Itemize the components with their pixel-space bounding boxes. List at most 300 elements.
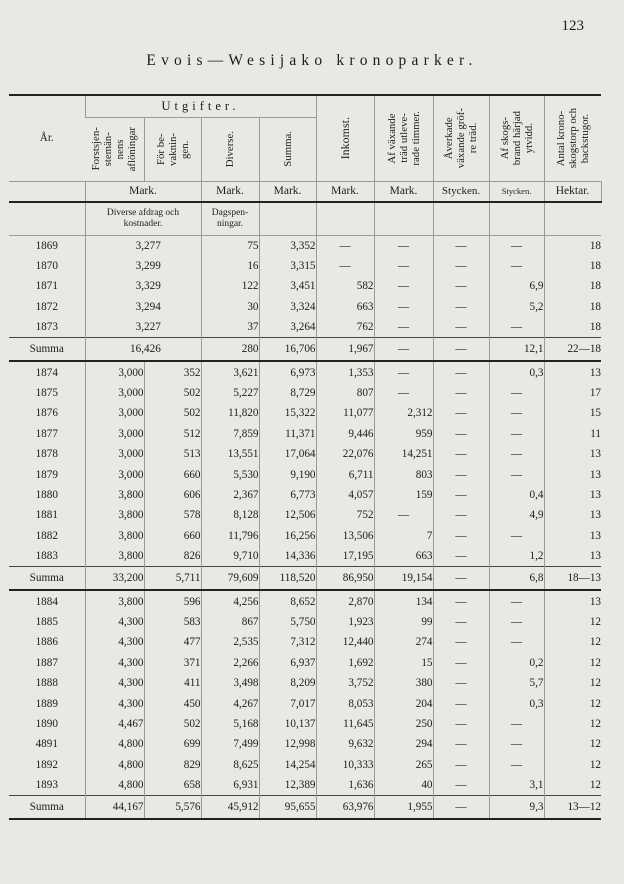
cell-a: 4,300 [85,693,144,713]
cell-vaxande: — [374,297,433,317]
cell-torp: 13 [544,590,601,611]
cell-b: 294 [144,300,161,313]
cell-inkomst: 762 [316,317,374,338]
cell-vaxande: 959 [374,424,433,444]
cell-averkade: — [433,256,489,276]
cell-a: 3,800 [85,590,144,611]
cell-a: 3,800 [85,485,144,505]
header-text: Diverse. [224,130,236,168]
units-row [9,181,601,202]
cell-vaxande: — [374,276,433,296]
cell-year: 1880 [35,488,58,501]
table-row [9,297,601,317]
cell-vaxande: 294 [374,734,433,754]
cell-averkade: — [433,276,489,296]
cell-year: 1885 [35,615,58,628]
cell-b: 371 [144,653,201,673]
fire-area-header [489,95,544,181]
cell-diverse: 9,710 [201,546,259,567]
cell-summa: 118,520 [259,567,316,591]
unit-cell: Mark. [259,181,316,202]
cell-diverse: 5,227 [201,383,259,403]
cell-brand: — [489,383,544,403]
cell-vaxande: — [374,338,433,362]
table-row [9,276,601,296]
cell-averkade: — [433,383,489,403]
summa-row [9,796,601,820]
cell-a: 3, [85,235,144,256]
cell-b: 502 [144,403,201,423]
table-row [9,383,601,403]
cell-year: 1878 [35,448,58,461]
cell-diverse: 11,820 [201,403,259,423]
cell-torp: 13 [544,505,601,525]
cell-b: 411 [144,673,201,693]
sublabel-row [9,202,601,236]
cell-inkomst: 582 [316,276,374,296]
cell-b: 450 [144,693,201,713]
cell-diverse: 30 [201,297,259,317]
cell-inkomst: 11,077 [316,403,374,423]
cell-torp: 13—12 [544,796,601,820]
cell-brand: 0,3 [489,693,544,713]
cell-summa: 95,655 [259,796,316,820]
cell-year: 4891 [35,738,58,751]
cell-inkomst: 11,645 [316,714,374,734]
cell-year: 1876 [35,407,58,420]
cell-summa: 8,729 [259,383,316,403]
cell-a: 4,800 [85,775,144,796]
cell-year: 1883 [35,550,58,563]
cell-year: 1882 [35,529,58,542]
cell-year: 1890 [35,717,58,730]
cell-diverse: 13,551 [201,444,259,464]
cell-brand: 5,7 [489,673,544,693]
cell-torp: 11 [544,424,601,444]
cell-inkomst: 1,353 [316,361,374,382]
cell-vaxande: 380 [374,673,433,693]
cell-summa: 8,652 [259,590,316,611]
cell-averkade: — [433,444,489,464]
cell-torp: 18 [544,297,601,317]
timber-header [374,95,433,181]
cell-inkomst: 752 [316,505,374,525]
cell-vaxande: 7 [374,526,433,546]
cell-inkomst: 1,636 [316,775,374,796]
cell-torp: 12 [544,775,601,796]
page-title: Evois—Wesijako kronoparker. [146,52,478,69]
header-text: Antal krono- skogstorp och backstugor. [554,108,591,169]
cell-b: 699 [144,734,201,754]
cell-diverse: 7,859 [201,424,259,444]
felled-trees-header [433,95,489,181]
cell-diverse: 6,931 [201,775,259,796]
cell-b: 329 [144,280,161,293]
cell-torp: 12 [544,673,601,693]
cell-b: 502 [144,714,201,734]
cell-diverse: 3,498 [201,673,259,693]
cell-summa: 8,209 [259,673,316,693]
cell-brand: — [489,444,544,464]
cell-vaxande: 134 [374,590,433,611]
cell-b: 660 [144,464,201,484]
cell-averkade: — [433,485,489,505]
cell-diverse: 79,609 [201,567,259,591]
cell-a: 4,800 [85,734,144,754]
cell-summa: 9,190 [259,464,316,484]
summa-row [9,567,601,591]
cell-inkomst: 2,870 [316,590,374,611]
cell-averkade: — [433,590,489,611]
cell-a: 3,000 [85,444,144,464]
cell-diverse: 45,912 [201,796,259,820]
cell-averkade: — [433,424,489,444]
cell-averkade: — [433,775,489,796]
table-row [9,714,601,734]
cell-b: 426 [144,338,201,362]
cell-vaxande: 204 [374,693,433,713]
expenses-group-header: Utgifter. [85,95,316,117]
cell-torp: 12 [544,693,601,713]
cell-brand: — [489,256,544,276]
cell-summa: 15,322 [259,403,316,423]
cell-brand: — [489,235,544,256]
cell-brand: — [489,632,544,652]
cell-torp: 22—18 [544,338,601,362]
table-row [9,317,601,338]
cell-diverse: 5,168 [201,714,259,734]
header-text: Summa. [281,131,294,167]
cell-inkomst: 12,440 [316,632,374,652]
cell-inkomst: 22,076 [316,444,374,464]
cell-a: 3, [85,297,144,317]
cell-a: 4,300 [85,612,144,632]
unit-cell: Mark. [316,181,374,202]
table-row [9,590,601,611]
cell-inkomst: 10,333 [316,754,374,774]
cell-brand: 0,4 [489,485,544,505]
cell-diverse: 37 [201,317,259,338]
cell-year: 1892 [35,758,58,771]
header-text: Inkomst. [338,117,353,160]
table-row [9,653,601,673]
cell-b: 826 [144,546,201,567]
header-text: Af växande träd utleve- rade timmer. [385,110,422,166]
table-row [9,693,601,713]
cell-brand: 3,1 [489,775,544,796]
cell-brand: — [489,424,544,444]
sum-header [259,117,316,181]
cell-vaxande: 159 [374,485,433,505]
cell-torp: 12 [544,754,601,774]
table-row [9,361,601,382]
cell-year: 1881 [35,509,58,522]
cell-inkomst: 807 [316,383,374,403]
cell-torp: 13 [544,526,601,546]
cell-year: 1887 [35,656,58,669]
cell-brand: 4,9 [489,505,544,525]
cell-averkade: — [433,505,489,525]
cell-brand: — [489,714,544,734]
year-header: År. [9,95,85,181]
cell-brand: 6,9 [489,276,544,296]
cell-inkomst: 17,195 [316,546,374,567]
cell-b: 829 [144,754,201,774]
cell-vaxande: 2,312 [374,403,433,423]
cell-b: 277 [144,239,161,252]
table-row [9,403,601,423]
cell-b: 352 [144,361,201,382]
cell-averkade: — [433,632,489,652]
table-row [9,526,601,546]
cell-a: 3,000 [85,403,144,423]
cell-inkomst: 1,923 [316,612,374,632]
cell-torp: 17 [544,383,601,403]
cell-inkomst: 6,711 [316,464,374,484]
cell-vaxande: — [374,235,433,256]
cell-inkomst: 8,053 [316,693,374,713]
cell-b: 583 [144,612,201,632]
cell-vaxande: 19,154 [374,567,433,591]
cell-a: 4,800 [85,754,144,774]
cell-torp: 18 [544,256,601,276]
cell-year: 1875 [35,387,58,400]
cell-vaxande: 15 [374,653,433,673]
cell-averkade: — [433,403,489,423]
cell-averkade: — [433,796,489,820]
cell-brand: — [489,317,544,338]
summa-row [9,338,601,362]
cell-diverse: 867 [201,612,259,632]
cell-diverse: 4,267 [201,693,259,713]
cell-torp: 13 [544,546,601,567]
cell-diverse: 7,499 [201,734,259,754]
cell-a: 3,000 [85,361,144,382]
cell-year: Summa [9,796,85,820]
cell-diverse: 5,530 [201,464,259,484]
cell-inkomst: — [316,235,374,256]
cell-brand: 6,8 [489,567,544,591]
cell-year: Summa [9,338,85,362]
cell-torp: 15 [544,403,601,423]
table-row [9,775,601,796]
cell-a: 3, [85,276,144,296]
cell-year: 1874 [35,366,58,379]
cell-diverse: 16 [201,256,259,276]
table-row [9,424,601,444]
cell-year: 1872 [35,300,58,313]
cell-averkade: — [433,361,489,382]
cell-diverse: 11,796 [201,526,259,546]
cell-summa: 3,315 [259,256,316,276]
cell-vaxande: 99 [374,612,433,632]
cell-summa: 3,264 [259,317,316,338]
cell-b: 596 [144,590,201,611]
cell-torp: 12 [544,612,601,632]
cell-b: 477 [144,632,201,652]
cell-summa: 3,352 [259,235,316,256]
cell-year: 1869 [35,239,58,252]
table-row [9,734,601,754]
cell-vaxande: — [374,505,433,525]
cell-averkade: — [433,734,489,754]
dagspenningar-sublabel: Dagspen-ningar. [211,207,249,229]
unit-cell: Mark. [201,181,259,202]
cell-inkomst: 86,950 [316,567,374,591]
cell-averkade: — [433,526,489,546]
cell-summa: 16,706 [259,338,316,362]
table-row [9,546,601,567]
forest-accounts-table [9,94,601,820]
cell-diverse: 8,128 [201,505,259,525]
cell-b: 660 [144,526,201,546]
cell-averkade: — [433,673,489,693]
cell-a: 4,467 [85,714,144,734]
cell-year: Summa [9,567,85,591]
cell-diverse: 8,625 [201,754,259,774]
cell-summa: 10,137 [259,714,316,734]
cell-b: 5,576 [144,796,201,820]
cell-inkomst: 63,976 [316,796,374,820]
cell-a: 4,300 [85,653,144,673]
cell-summa: 7,312 [259,632,316,652]
cell-vaxande: 14,251 [374,444,433,464]
diverse-header [201,117,259,181]
cell-torp: 18—13 [544,567,601,591]
table-row [9,505,601,525]
cell-torp: 13 [544,444,601,464]
cell-summa: 12,506 [259,505,316,525]
cell-year: 1870 [35,260,58,273]
cell-summa: 14,254 [259,754,316,774]
cell-averkade: — [433,693,489,713]
cell-brand: 0,3 [489,361,544,382]
cell-brand: 0,2 [489,653,544,673]
cell-a: 44,167 [85,796,144,820]
cell-year: 1871 [35,280,58,293]
cell-a: 3,800 [85,505,144,525]
cell-summa: 6,773 [259,485,316,505]
cell-summa: 11,371 [259,424,316,444]
table-row [9,754,601,774]
cell-brand: — [489,590,544,611]
cell-b: 227 [144,321,161,334]
table-row [9,632,601,652]
cell-torp: 12 [544,632,601,652]
cell-a: 16, [85,338,144,362]
cell-a: 3, [85,256,144,276]
table-row [9,235,601,256]
cell-diverse: 75 [201,235,259,256]
cell-summa: 12,389 [259,775,316,796]
cell-vaxande: 40 [374,775,433,796]
cell-vaxande: 265 [374,754,433,774]
cell-summa: 12,998 [259,734,316,754]
cell-b: 578 [144,505,201,525]
guarding-header [144,117,201,181]
cell-torp: 18 [544,317,601,338]
cell-vaxande: 663 [374,546,433,567]
cell-brand: 1,2 [489,546,544,567]
cell-inkomst: 663 [316,297,374,317]
header-text: Forstsjen- stemän- nens aflöningar [90,126,139,172]
table-row [9,485,601,505]
cell-b: 5,711 [144,567,201,591]
table-row [9,673,601,693]
cell-inkomst: 1,967 [316,338,374,362]
cell-year: 1886 [35,636,58,649]
cell-diverse: 2,535 [201,632,259,652]
cell-averkade: — [433,612,489,632]
cell-vaxande: 274 [374,632,433,652]
cell-summa: 7,017 [259,693,316,713]
cell-summa: 3,324 [259,297,316,317]
cell-summa: 17,064 [259,444,316,464]
cell-vaxande: — [374,317,433,338]
cell-year: 1877 [35,427,58,440]
cell-a: 3,000 [85,383,144,403]
cell-diverse: 2,367 [201,485,259,505]
cell-torp: 18 [544,276,601,296]
cell-vaxande: 1,955 [374,796,433,820]
cell-diverse: 2,266 [201,653,259,673]
cell-inkomst: 9,446 [316,424,374,444]
unit-cell: Hektar. [544,181,601,202]
header-text: För be- vaknin- gen. [154,132,191,166]
cell-averkade: — [433,338,489,362]
cell-averkade: — [433,297,489,317]
page-number: 123 [561,18,584,34]
cell-year: 1888 [35,677,58,690]
cell-torp: 18 [544,235,601,256]
cell-inkomst: 4,057 [316,485,374,505]
cell-averkade: — [433,567,489,591]
cell-brand: 9,3 [489,796,544,820]
cell-summa: 6,973 [259,361,316,382]
cell-averkade: — [433,464,489,484]
cell-a: 3, [85,317,144,338]
unit-cell: Stycken. [489,181,544,202]
cell-averkade: — [433,754,489,774]
cell-year: 1889 [35,697,58,710]
cell-summa: 5,750 [259,612,316,632]
cell-a: 3,000 [85,424,144,444]
cell-inkomst: — [316,256,374,276]
cell-diverse: 4,256 [201,590,259,611]
cell-vaxande: — [374,361,433,382]
cell-b: 299 [144,260,161,273]
cell-inkomst: 9,632 [316,734,374,754]
cell-a: 3,000 [85,464,144,484]
cell-b: 512 [144,424,201,444]
cell-averkade: — [433,235,489,256]
crofts-count-header [544,95,601,181]
cell-a: 3,800 [85,526,144,546]
cell-averkade: — [433,546,489,567]
cell-brand: — [489,734,544,754]
cell-summa: 14,336 [259,546,316,567]
cell-inkomst: 3,752 [316,673,374,693]
income-header [316,95,374,181]
cell-averkade: — [433,714,489,734]
cell-b: 513 [144,444,201,464]
cell-summa: 16,256 [259,526,316,546]
cell-summa: 6,937 [259,653,316,673]
cell-b: 502 [144,383,201,403]
unit-cell: Stycken. [433,181,489,202]
cell-a: 4,300 [85,673,144,693]
cell-brand: — [489,612,544,632]
